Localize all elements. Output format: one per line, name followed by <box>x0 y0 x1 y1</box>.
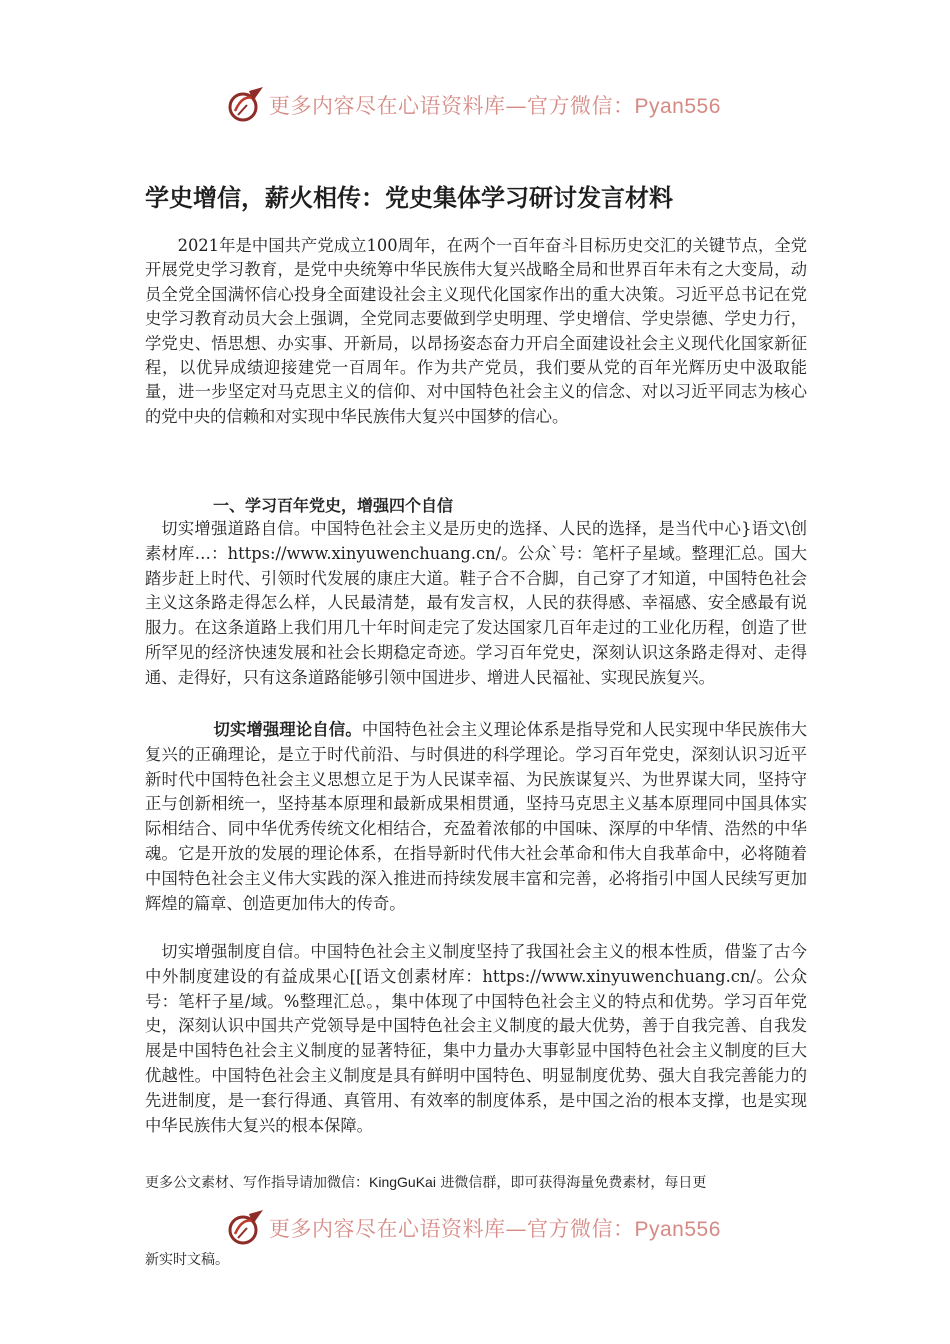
pen-logo-icon <box>225 1208 267 1248</box>
page-title: 学史增信，薪火相传：党史集体学习研讨发言材料 <box>145 184 673 212</box>
banner-wechat-id: Pyan556 <box>634 1218 721 1241</box>
banner-text: 更多内容尽在心语资料库—官方微信：Pyan556 <box>269 1217 721 1241</box>
footer-note-tail: 新实时文稿。 <box>145 1252 229 1268</box>
footer-wechat-id: KingGuKai <box>369 1174 436 1190</box>
intro-paragraph: 2021年是中国共产党成立100周年，在两个一百年奋斗目标历史交汇的关键节点，全党开展党史学习教育，是党中央统筹中华民族伟大复兴战略全局和世界百年未有之大变局，动员全党全国满怀信心投身全面建设社会主义现代化国家作出的重大决策。习近平总书记在党史学习教育动员大会上强调，全党同志要做到学史明理、学史增信、学史崇德、学史力行，学党史、悟思想、办实事、开新局，以昂扬姿态奋力开启全面建设社会主义现代化国家新征程，以优异成绩迎接建党一百周年。作为共产党员，我们要从党的百年光辉历史中汲取能量，进一步坚定对马克思主义的信仰、对中国特色社会主义的信念、对以习近平同志为核心的党中央的信赖和对实现中华民族伟大复兴中国梦的信心。 <box>145 236 807 426</box>
banner-text: 更多内容尽在心语资料库—官方微信：Pyan556 <box>269 94 721 118</box>
paragraph-system-confidence: 切实增强制度自信。中国特色社会主义制度坚持了我国社会主义的根本性质，借鉴了古今中外制度建设的有益成果心[[语文创素材库：https://www.xinyuwenchuang.cn/。公众号：笔杆子星/域。%整理汇总。，集中体现了中国特色社会主义的特点和优势。学习百年党史，深刻认识中国共产党领导是中国特色社会主义制度的最大优势，善于自我完善、自我发展是中国特色社会主义制度的显著特征，集中力量办大事彰显中国特色社会主义制度的巨大优越性。中国特色社会主义制度是具有鲜明中国特色、明显制度优势、强大自我完善能力的先进制度，是一套行得通、真管用、有效率的制度体系，是中国之治的根本支撑，也是实现中华民族伟大复兴的根本保障。 <box>145 942 807 1135</box>
section-heading-1: 一、学习百年党史，增强四个自信 <box>213 496 454 515</box>
paragraph-road-confidence: 切实增强道路自信。中国特色社会主义是历史的选择、人民的选择，是当代中心}语文\创素材库…：https://www.xinyuwenchuang.cn/。公众`号：笔杆子星域。整理汇总。国大踏步赶上时代、引领时代发展的康庄大道。鞋子合不合脚，自己穿了才知道，中国特色社会主义这条路走得怎么样，人民最清楚，最有发言权，人民的获得感、幸福感、安全感最有说服力。在这条道路上我们用几十年时间走完了发达国家几百年走过的工业化历程，创造了世所罕见的经济快速发展和社会长期稳定奇迹。学习百年党史，深刻认识这条路走得对、走得通、走得好，只有这条道路能够引领中国进步、增进人民福祉、实现民族复兴。 <box>145 519 807 687</box>
watermark-banner-top <box>225 85 721 125</box>
theory-lead: 切实增强理论自信。 <box>213 720 362 739</box>
footer-note: 更多公文素材、写作指导请加微信：KingGuKai 进微信群，即可获得海量免费素材，每日更 <box>145 1174 707 1191</box>
pen-logo-icon <box>225 85 267 125</box>
paragraph-theory-confidence: 切实增强理论自信。中国特色社会主义理论体系是指导党和人民实现中华民族伟大复兴的正确理论，是立于时代前沿、与时俱进的科学理论。学习百年党史，深刻认识习近平新时代中国特色社会主义思想立足于为人民谋幸福、为民族谋复兴、为世界谋大同，坚持守正与创新相统一，坚持基本原理和最新成果相贯通，坚持马克思主义基本原理同中国具体实际相结合、同中华优秀传统文化相结合，充盈着浓郁的中国味、深厚的中华情、浩然的中华魂。它是开放的发展的理论体系，在指导新时代伟大社会革命和伟大自我革命中，必将随着中国特色社会主义伟大实践的深入推进而持续发展丰富和完善，必将指引中国人民续写更加辉煌的篇章、创造更加伟大的传奇。 <box>145 720 807 913</box>
watermark-banner-bottom <box>225 1208 721 1248</box>
banner-wechat-id: Pyan556 <box>634 95 721 118</box>
